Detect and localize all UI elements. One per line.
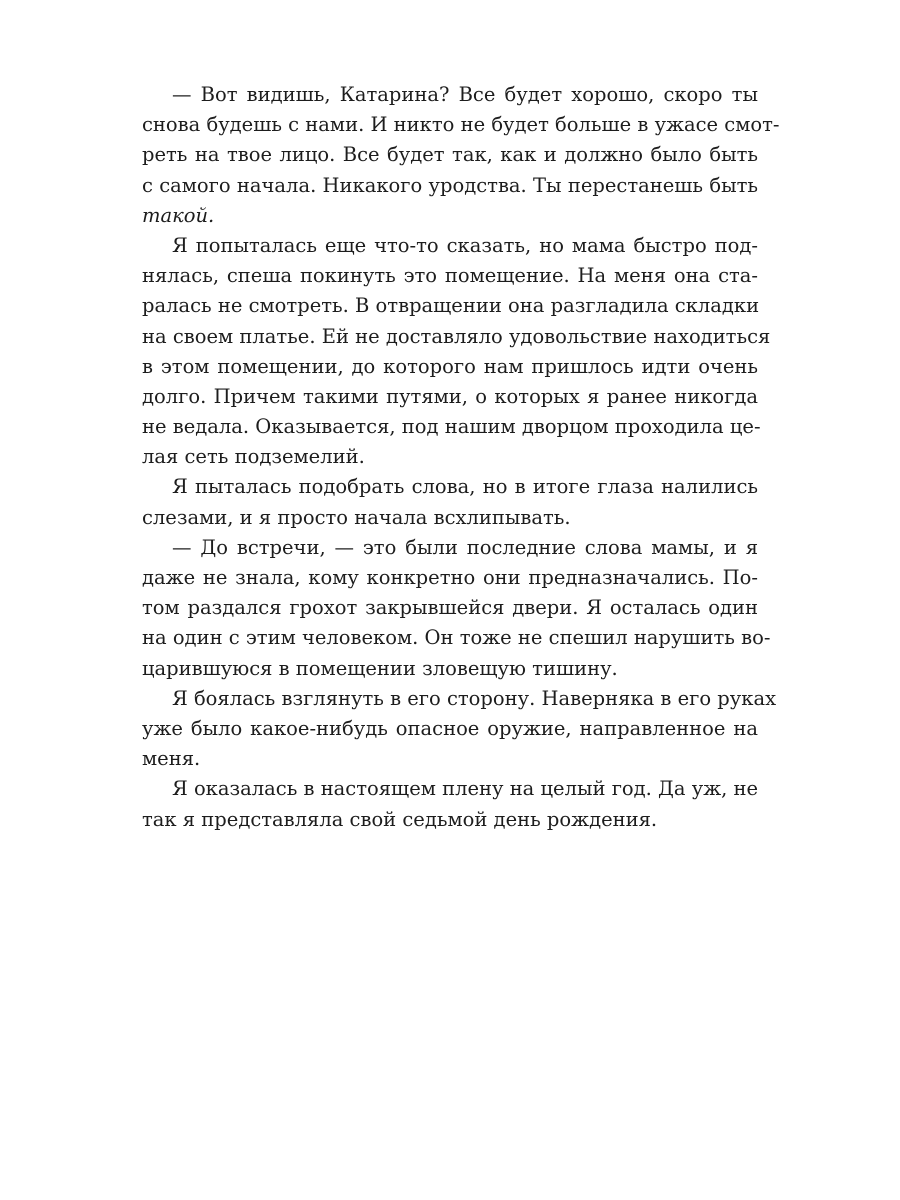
text-line: на своем платье. Ей не доставляло удовольствие находиться [142,324,771,348]
text-line: даже не знала, кому конкретно они предназначались. По- [142,566,758,589]
text-line: — Вот видишь, Катарина? Все будет хорошо, скоро ты [172,83,758,106]
text-line: не ведала. Оказывается, под нашим дворцом проходила це- [142,415,761,439]
text-line: на один с этим человеком. Он тоже не спешил нарушить во- [142,626,771,650]
text-line: Я попыталась еще что-то сказать, но мама быстро под- [172,233,758,257]
text-line: царившуюся в помещении зловещую тишину. [142,656,618,680]
text-line: в этом помещении, до которого нам пришлось идти очень [142,354,758,378]
text-line: Я пыталась подобрать слова, но в итоге глаза налились [172,475,758,499]
text-line: уже было какое-нибудь опасное оружие, направленное на [142,716,758,740]
text-line: том раздался грохот закрывшейся двери. Я осталась один [142,596,758,620]
book-page-text [142,80,780,835]
text-line: ралась не смотреть. В отвращении она разгладила складки [142,294,760,318]
text-line: нялась, спеша покинуть это помещение. На меня она ста- [142,264,758,288]
text-line: Я оказалась в настоящем плену на целый год. Да уж, не [172,777,759,801]
text-line: Я боялась взглянуть в его сторону. Наверняка в его руках [172,686,777,710]
text-line: так я представляла свой седьмой день рождения. [142,807,658,831]
text-line: реть на твое лицо. Все будет так, как и должно было быть [142,143,758,167]
text-line-italic: такой. [142,203,215,227]
text-line: долго. Причем такими путями, о которых я ранее никогда [142,384,758,408]
text-line: меня. [142,747,201,771]
text-line: снова будешь с нами. И никто не будет больше в ужасе смот- [142,113,780,137]
text-line: с самого начала. Никакого уродства. Ты перестанешь быть [142,173,758,197]
text-line: слезами, и я просто начала всхлипывать. [142,505,571,529]
text-line: — До встречи, — это были последние слова мамы, и я [172,535,758,559]
text-line: лая сеть подземелий. [142,445,365,469]
